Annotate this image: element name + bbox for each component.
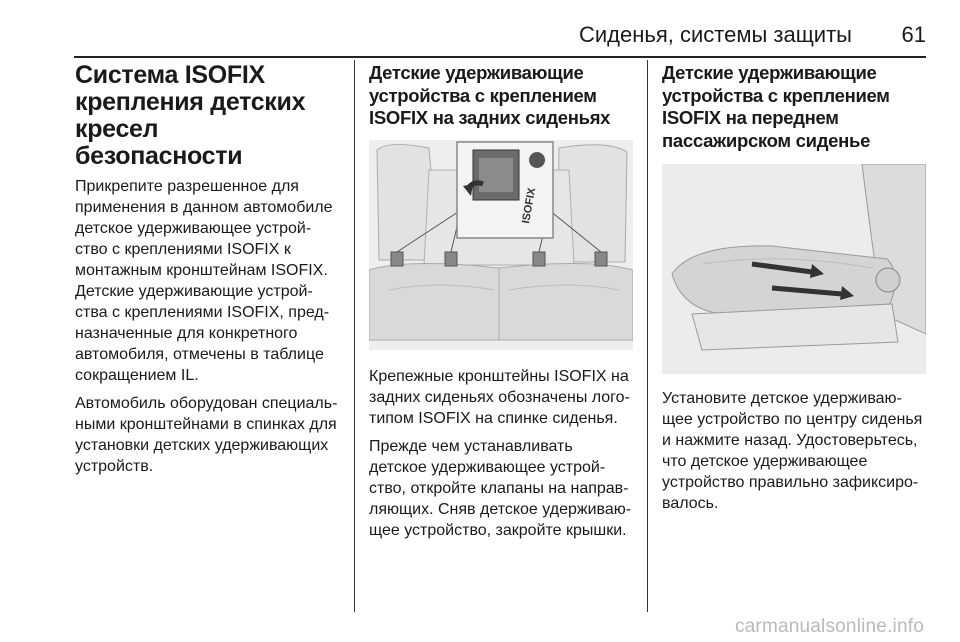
column-divider (354, 60, 355, 612)
paragraph: Автомобиль оборудован специаль- ными кронштейнами в спинках для установки детских удерживающих устройств. (75, 395, 338, 475)
watermark: carmanualsonline.info (734, 616, 924, 637)
column-2 (369, 62, 633, 548)
rear-seat-isofix-drawing (369, 140, 633, 350)
paragraph: Установите детское удерживаю- щее устройство по центру сиденья и нажмите назад. Удостоверьтесь, что детское удерживающее устройство правильно зафиксиро- валось. (662, 390, 923, 512)
column-3 (662, 62, 926, 521)
paragraph: Крепежные кронштейны ISOFIX на задних сиденьях обозначены лого- типом ISOFIX на спинке сиденья. (369, 367, 630, 427)
column-divider (647, 60, 648, 612)
paragraph: Прежде чем устанавливать детское удерживающее устрой- ство, откройте клапаны на направ- ляющих. Сняв детское удерживаю- щее устройство, закройте крышки. (369, 437, 632, 539)
rear-seat-isofix-illustration (369, 140, 633, 350)
section-heading: Система ISOFIX крепления детских кресел безопасности (75, 61, 306, 170)
column-1 (75, 62, 345, 484)
running-header-title: Сиденья, системы защиты (578, 22, 852, 47)
isofix-logo-text: ISOFIX (520, 186, 539, 225)
header-rule (74, 56, 926, 58)
section-heading: Детские удерживающие устройства с креплением ISOFIX на переднем пассажирском сиденье (662, 62, 890, 151)
front-seat-isofix-illustration (662, 164, 926, 374)
section-heading: Детские удерживающие устройства с креплением ISOFIX на задних сиденьях (369, 62, 611, 128)
paragraph: Прикрепите разрешенное для применения в данном автомобиле детское удерживающее устрой- ство с креплениями ISOFIX к монтажным кронштейнам ISOFIX. Детские удерживающие устрой- ства с креплениями ISOFIX, пред- назначенные для конкретного автомобиля, отмечены в таблице сокращением IL. (75, 178, 333, 384)
page-number: 61 (901, 22, 926, 47)
front-seat-isofix-drawing (662, 164, 926, 374)
